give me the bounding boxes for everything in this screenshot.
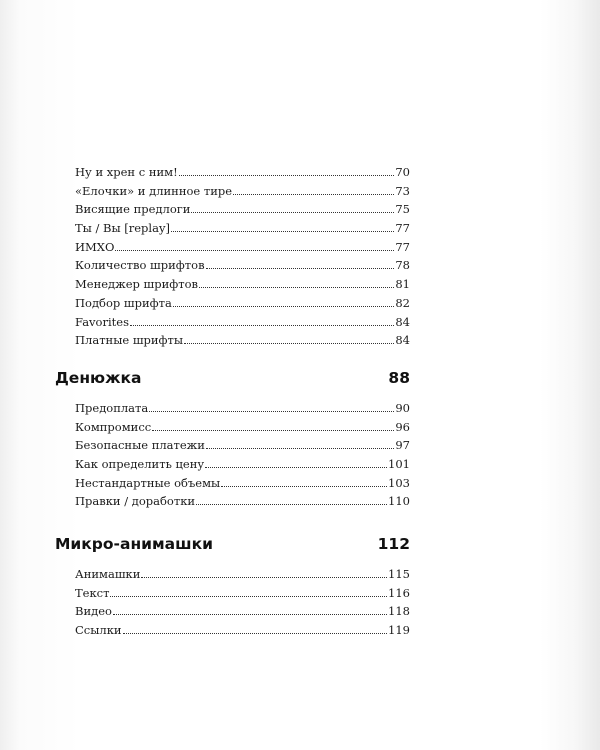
toc-entry-page: 77 bbox=[395, 239, 410, 254]
chapter-page: 88 bbox=[388, 368, 410, 387]
toc-entry bbox=[55, 219, 410, 238]
dot-leader bbox=[152, 430, 394, 431]
dot-leader bbox=[199, 287, 394, 288]
toc-entry-page: 81 bbox=[395, 277, 410, 292]
toc-entry-title: Favorites bbox=[75, 314, 129, 329]
dot-leader bbox=[123, 633, 387, 634]
dot-leader bbox=[115, 250, 394, 251]
dot-leader bbox=[233, 194, 394, 195]
chapter-heading bbox=[55, 532, 410, 556]
dot-leader bbox=[110, 596, 387, 597]
toc-entry-title: Компромисс bbox=[75, 419, 152, 434]
toc-entry bbox=[55, 584, 410, 603]
toc-entry-title: Ссылки bbox=[75, 623, 122, 638]
dot-leader bbox=[130, 325, 394, 326]
dot-leader bbox=[141, 577, 387, 578]
toc-entry-title: Текст bbox=[75, 585, 110, 600]
dot-leader bbox=[205, 467, 387, 468]
toc-entry-title: Правки / доработки bbox=[75, 494, 196, 509]
toc-entry bbox=[55, 455, 410, 474]
dot-leader bbox=[184, 343, 394, 344]
toc-entry bbox=[55, 492, 410, 511]
dot-leader bbox=[206, 448, 394, 449]
toc-entry-page: 101 bbox=[388, 456, 410, 471]
toc-entry-title: Видео bbox=[75, 604, 112, 619]
toc-entry-title: «Елочки» и длинное тире bbox=[75, 183, 233, 198]
toc-entry-page: 70 bbox=[395, 165, 410, 179]
toc-entry bbox=[55, 275, 410, 294]
toc-entry-title: Ну и хрен с ним! bbox=[75, 165, 178, 179]
toc-entry-title: Менеджер шрифтов bbox=[75, 277, 199, 292]
toc-entry-page: 96 bbox=[395, 419, 410, 434]
toc-entry-page: 75 bbox=[395, 202, 410, 217]
toc-entry-page: 73 bbox=[395, 183, 410, 198]
toc-entry-page: 82 bbox=[395, 295, 410, 310]
toc-entry bbox=[55, 163, 410, 182]
toc-entry-title: Подбор шрифта bbox=[75, 295, 172, 310]
chapter-title: Денюжка bbox=[55, 368, 142, 387]
dot-leader bbox=[191, 212, 394, 213]
chapter-heading bbox=[55, 366, 410, 390]
toc-entry bbox=[55, 621, 410, 640]
dot-leader bbox=[149, 411, 394, 412]
toc-entry-page: 78 bbox=[395, 258, 410, 273]
toc-section bbox=[55, 163, 410, 350]
toc-entry-title: Платные шрифты bbox=[75, 333, 184, 348]
toc-entry-page: 97 bbox=[395, 438, 410, 453]
toc-entry-page: 118 bbox=[388, 604, 410, 619]
toc-entry bbox=[55, 294, 410, 313]
toc-entry-page: 90 bbox=[395, 400, 410, 415]
toc-entry-page: 119 bbox=[388, 623, 410, 638]
toc-entry bbox=[55, 399, 410, 418]
toc-entry-title: Предоплата bbox=[75, 400, 149, 415]
toc-entry bbox=[55, 182, 410, 201]
toc-entry-page: 84 bbox=[395, 314, 410, 329]
toc-entry bbox=[55, 474, 410, 493]
toc-entry-title: Нестандартные объемы bbox=[75, 475, 221, 490]
dot-leader bbox=[171, 231, 394, 232]
toc-entry-title: Анимашки bbox=[75, 567, 141, 581]
toc-entry bbox=[55, 602, 410, 621]
toc-entry-title: ИМХО bbox=[75, 239, 115, 254]
toc-section bbox=[55, 532, 410, 640]
dot-leader bbox=[113, 614, 387, 615]
dot-leader bbox=[196, 504, 387, 505]
dot-leader bbox=[179, 175, 395, 176]
toc-entry-title: Ты / Вы [replay] bbox=[75, 221, 170, 236]
toc-entry-page: 115 bbox=[388, 567, 410, 581]
toc-entry-page: 103 bbox=[388, 475, 410, 490]
toc-entry-title: Безопасные платежи bbox=[75, 438, 205, 453]
toc-entry bbox=[55, 418, 410, 437]
toc-entry bbox=[55, 256, 410, 275]
toc-entry-title: Как определить цену bbox=[75, 456, 205, 471]
toc-entry-page: 110 bbox=[388, 494, 410, 509]
toc-entry bbox=[55, 436, 410, 455]
toc-entry-page: 84 bbox=[395, 333, 410, 348]
toc-section bbox=[55, 366, 410, 511]
toc-entry-title: Висящие предлоги bbox=[75, 202, 191, 217]
dot-leader bbox=[221, 486, 387, 487]
chapter-page: 112 bbox=[377, 535, 410, 553]
toc-entry-title: Количество шрифтов bbox=[75, 258, 205, 273]
dot-leader bbox=[173, 306, 395, 307]
dot-leader bbox=[206, 268, 395, 269]
toc-entry bbox=[55, 565, 410, 584]
toc-entry bbox=[55, 331, 410, 350]
toc-entry bbox=[55, 200, 410, 219]
toc-entry-page: 116 bbox=[388, 585, 410, 600]
chapter-title: Микро-анимашки bbox=[55, 535, 213, 553]
toc-entry-page: 77 bbox=[395, 221, 410, 236]
table-of-contents bbox=[55, 163, 410, 640]
toc-entry bbox=[55, 313, 410, 332]
toc-entry bbox=[55, 238, 410, 257]
